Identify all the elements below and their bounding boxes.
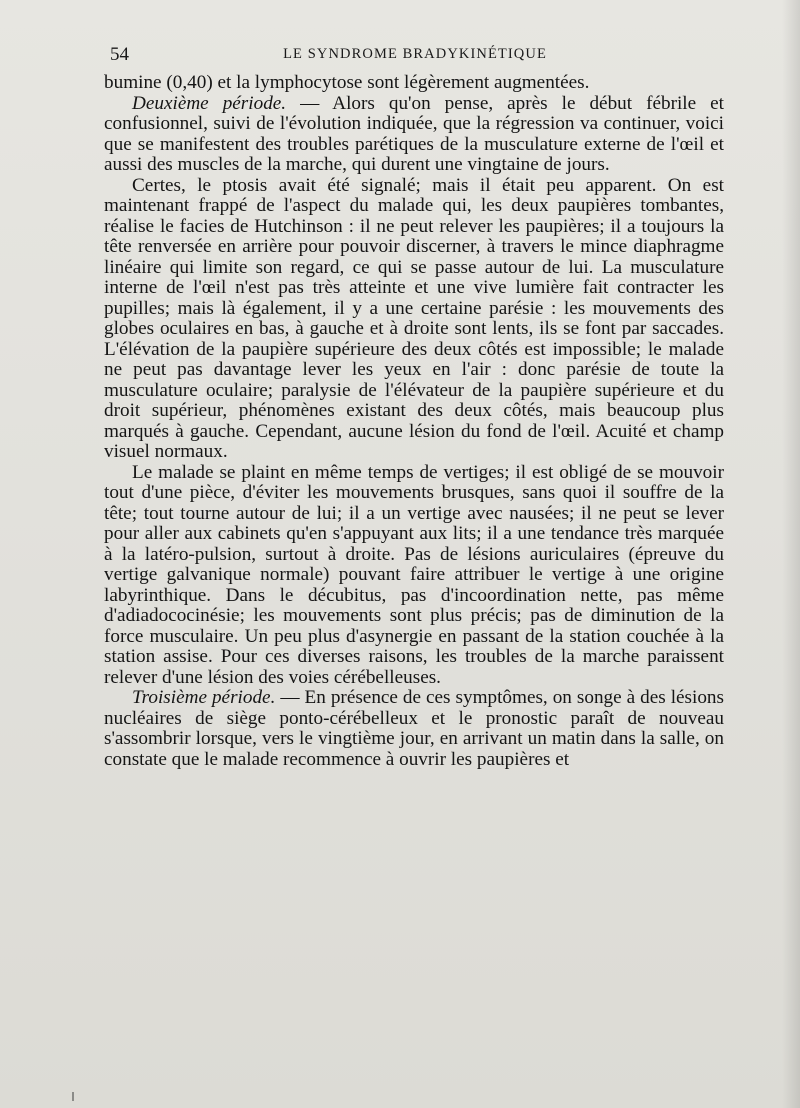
page-number: 54 (110, 44, 129, 65)
page-edge-shadow (782, 0, 800, 1108)
section-label-deuxieme-periode: Deuxième période. (132, 92, 287, 114)
paragraph-ptosis: Certes, le ptosis avait été signalé; mais il était peu apparent. On est maintenant frappé de l'aspect du malade qui, les deux paupières tombantes, réalise le facies de Hutchinson : il ne peut relever les paupières; il a toujours la tête renversée en arrière pour pouvoir discerner, à travers le mince diaphragme linéaire qui limite son regard, ce qui se passe autour de lui. La musculature interne de l'œil n'est pas très atteinte et une vive lumière fait contracter les pupilles; mais là également, il y a une certaine parésie : les mouvements des globes oculaires en bas, à gauche et à droite sont lents, ils se font par saccades. L'élévation de la paupière supérieure des deux côtés est impossible; le malade ne peut pas davantage lever les yeux en l'air : donc parésie de toute la musculature oculaire; paralysie de l'élévateur de la paupière supérieure et du droit supérieur, phénomènes existant des deux côtés, mais beaucoup plus marqués à gauche. Cependant, aucune lésion du fond de l'œil. Acuité et champ visuel normaux. (104, 174, 724, 462)
page-header (110, 44, 720, 68)
paragraph-troisieme-periode (104, 688, 724, 770)
scan-mark (72, 1092, 74, 1101)
paragraph-deuxieme-periode (104, 94, 724, 176)
paragraph-continued: bumine (0,40) et la lymphocytose sont légèrement augmentées. (104, 72, 590, 93)
section-label-troisieme-periode: Troisième période. (132, 687, 276, 708)
page-body-text (104, 73, 724, 770)
paragraph-vertiges: Le malade se plaint en même temps de vertiges; il est obligé de se mouvoir tout d'une pièce, d'éviter les mouvements brusques, sans quoi il souffre de la tête; tout tourne autour de lui; il a un vertige avec nausées; il ne peut se lever pour aller aux cabinets qu'en s'appuyant aux lits; il a une tendance très marquée à la latéro-pulsion, surtout à droite. Pas de lésions auriculaires (épreuve du vertige galvanique normale) pouvant faire attribuer le vertige à une origine labyrinthique. Dans le décubitus, pas d'incoordination nette, pas même d'adiadococinésie; les mouvements sont plus précis; pas de diminution de la force musculaire. Un peu plus d'asynergie en passant de la station couchée à la station assise. Pour ces diverses raisons, les troubles de la marche paraissent relever d'une lésion des voies cérébelleuses. (104, 461, 724, 688)
running-head: LE SYNDROME BRADYKINÉTIQUE (283, 46, 547, 62)
paragraph-text: — En présence de ces symptômes, on songe à des lésions nucléaires de siège ponto-cérébelleux et le pronostic paraît de nouveau s'assombrir lorsque, vers le vingtième jour, en arrivant un matin dans la salle, on constate que le malade recommence à ouvrir les paupières et (104, 687, 724, 770)
paragraph-text: — Alors qu'on pense, après le début fébrile et confusionnel, suivi de l'évolution indiquée, que la régression va continuer, voici que se manifestent des troubles parétiques de la musculature externe de l'œil et aussi des muscles de la marche, qui durent une vingtaine de jours. (104, 92, 724, 175)
